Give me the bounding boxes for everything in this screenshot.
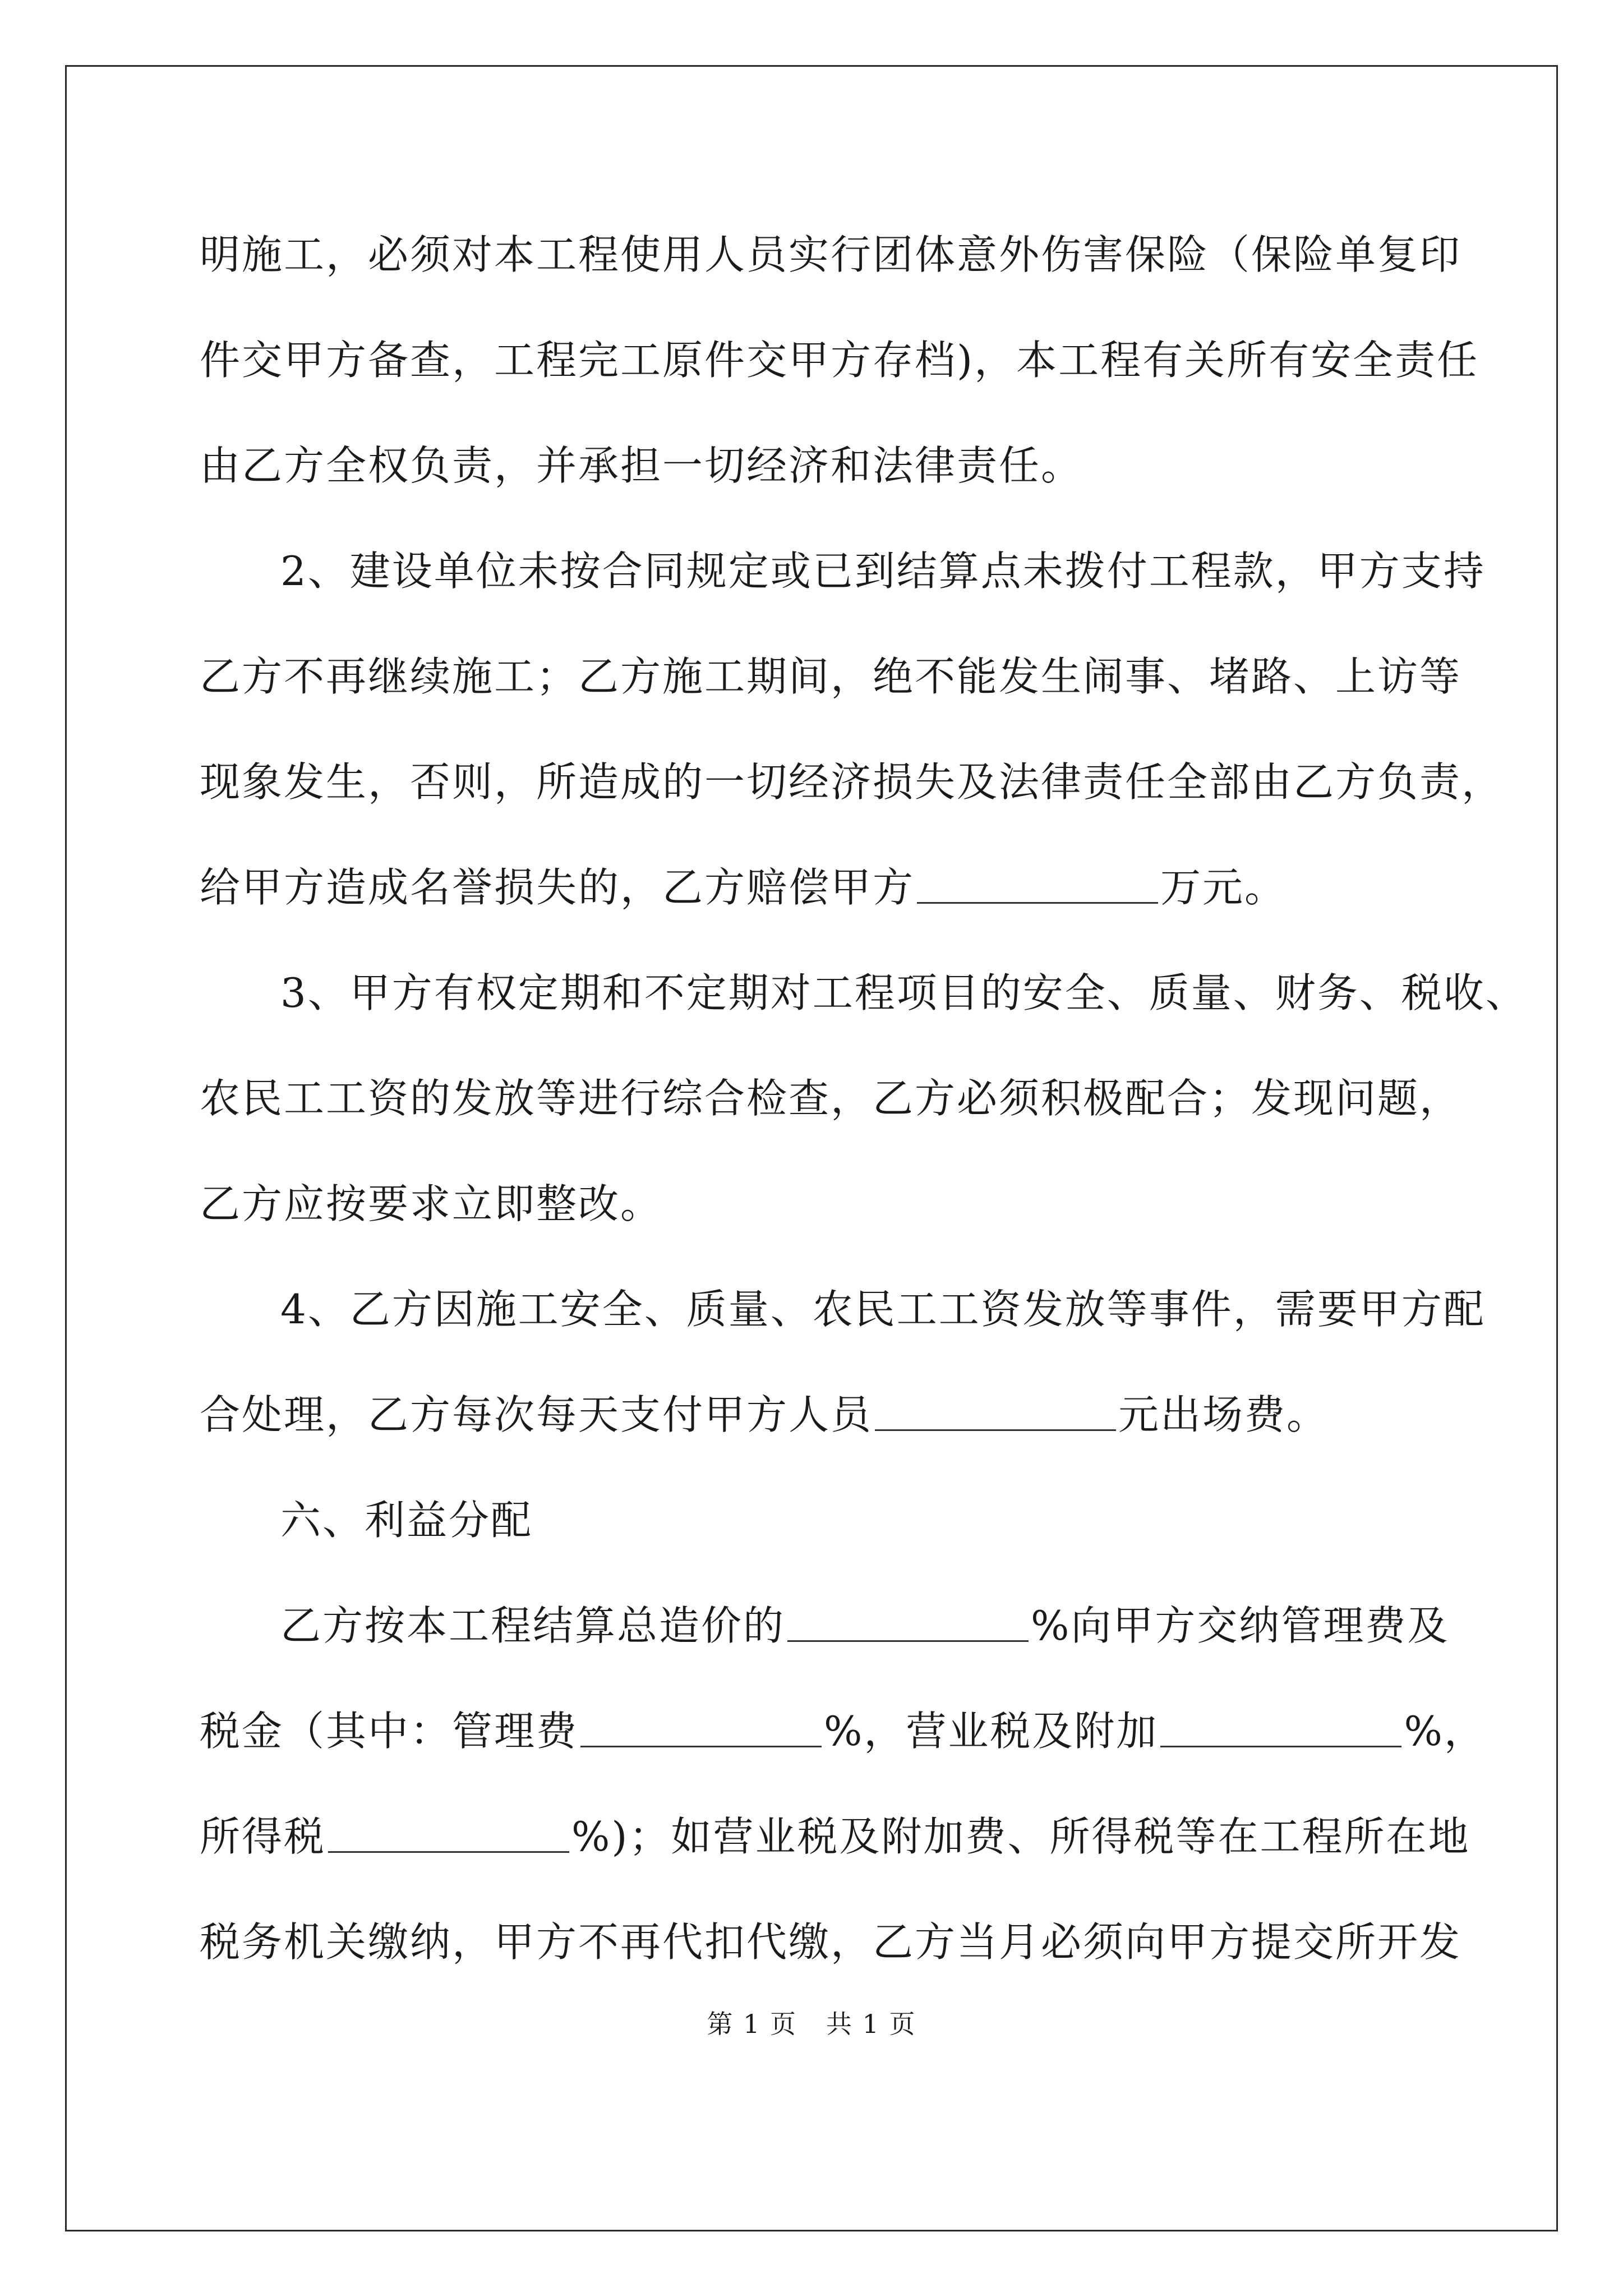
text-segment: 税金（其中：管理费	[200, 1708, 579, 1755]
text-line-with-blank	[200, 1362, 1445, 1467]
text-line-with-blank	[200, 1573, 1450, 1678]
text-segment: 合处理，乙方每次每天支付甲方人员	[200, 1391, 873, 1438]
text-segment: 万元。	[1160, 864, 1287, 911]
text-line: 乙方应按要求立即整改。	[200, 1180, 663, 1227]
document-body	[200, 202, 1528, 1995]
page-footer	[0, 2004, 1623, 2041]
text-segment: %，营业税及附加	[824, 1708, 1159, 1755]
page-total: 共 1 页	[826, 2009, 916, 2039]
text-segment: %，	[1404, 1708, 1486, 1755]
text-line-with-blank	[200, 1678, 1486, 1784]
section-heading: 六、利益分配	[280, 1497, 533, 1544]
text-segment: 元出场费。	[1118, 1391, 1329, 1438]
fill-in-blank	[787, 1637, 1029, 1642]
text-line: 明施工，必须对本工程使用人员实行团体意外伤害保险（保险单复印	[200, 231, 1462, 278]
text-segment: 所得税	[200, 1813, 326, 1860]
text-line-with-blank	[200, 835, 1445, 940]
fill-in-blank	[917, 899, 1158, 904]
page-number: 第 1 页	[707, 2009, 797, 2039]
text-line: 现象发生，否则，所造成的一切经济损失及法律责任全部由乙方负责，	[200, 758, 1504, 806]
text-segment: %)；如营业税及附加费、所得税等在工程所在地	[571, 1813, 1470, 1860]
fill-in-blank	[1160, 1742, 1401, 1747]
text-segment: %向甲方交纳管理费及	[1031, 1602, 1450, 1649]
text-line: 乙方不再继续施工；乙方施工期间，绝不能发生闹事、堵路、上访等	[200, 653, 1462, 700]
text-line-with-blank	[200, 1784, 1470, 1889]
clause-2-line: 2、建设单位未按合同规定或已到结算点未拨付工程款，甲方支持	[280, 547, 1486, 595]
text-line: 税务机关缴纳，甲方不再代扣代缴，乙方当月必须向甲方提交所开发	[200, 1918, 1462, 1966]
fill-in-blank	[580, 1742, 822, 1747]
clause-3-line: 3、甲方有权定期和不定期对工程项目的安全、质量、财务、税收、	[280, 969, 1528, 1016]
text-line: 件交甲方备查，工程完工原件交甲方存档)，本工程有关所有安全责任	[200, 337, 1479, 384]
text-segment: 给甲方造成名誉损失的，乙方赔偿甲方	[200, 864, 915, 911]
text-line: 农民工工资的发放等进行综合检查，乙方必须积极配合；发现问题，	[200, 1075, 1462, 1122]
clause-4-line: 4、乙方因施工安全、质量、农民工工资发放等事件，需要甲方配	[280, 1286, 1486, 1333]
fill-in-blank	[875, 1426, 1116, 1431]
fill-in-blank	[328, 1848, 569, 1853]
text-segment: 乙方按本工程结算总造价的	[280, 1602, 786, 1649]
text-line: 由乙方全权负责，并承担一切经济和法律责任。	[200, 442, 1083, 489]
